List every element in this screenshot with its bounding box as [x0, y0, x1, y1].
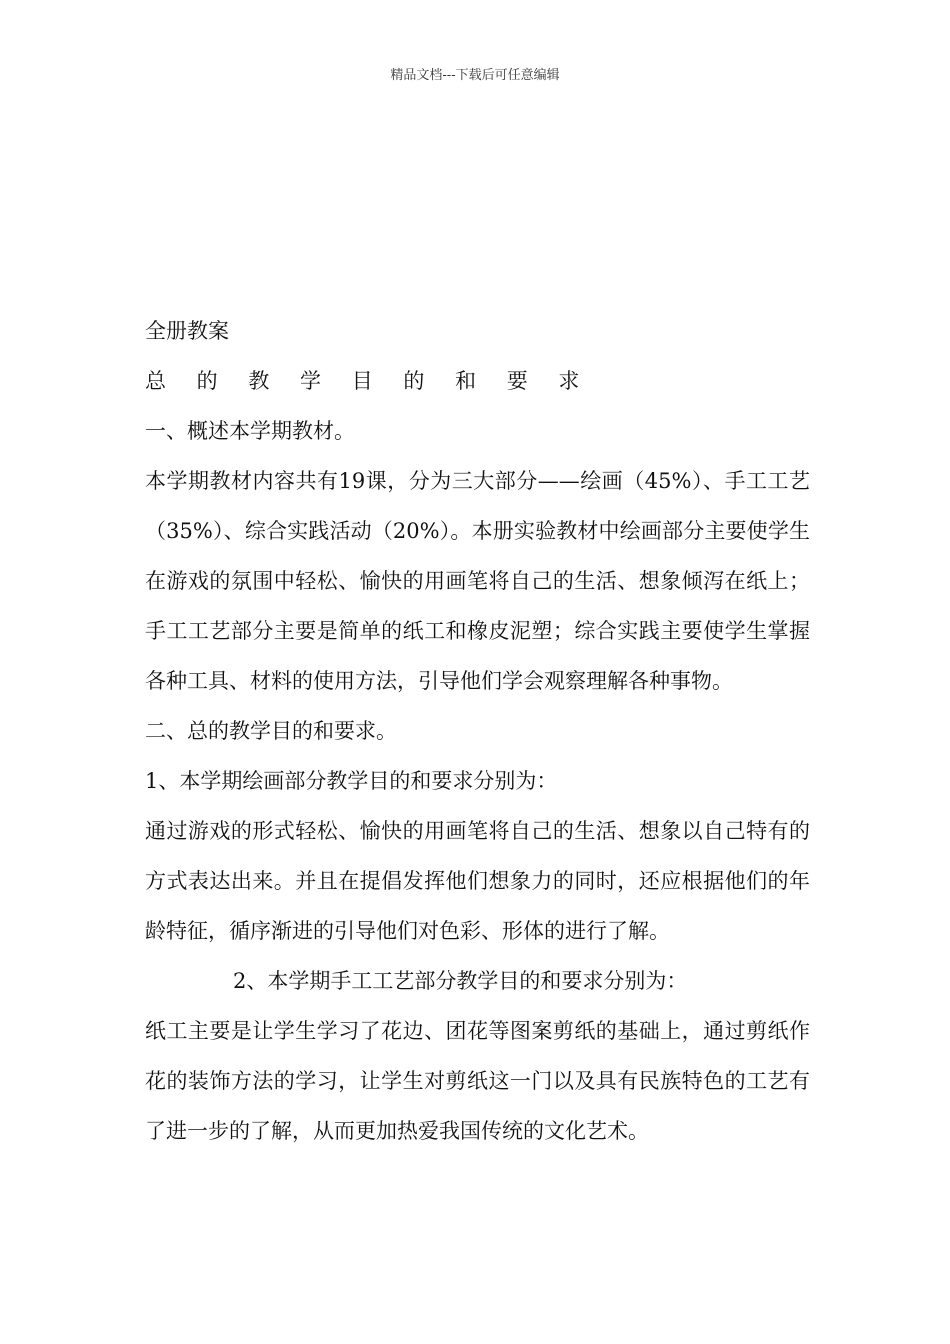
item-heading-handicraft: 2、本学期手工工艺部分教学目的和要求分别为：	[233, 969, 688, 993]
document-title: 全册教案	[145, 319, 229, 343]
item-heading-painting: 1、本学期绘画部分教学目的和要求分别为：	[145, 769, 558, 793]
section-body-overview: 本学期教材内容共有19课，分为三大部分——绘画（45%）、手工工艺（35%）、综合实践活动（20%）。本册实验教材中绘画部分主要使学生在游戏的氛围中轻松、愉快的用画笔将自己的生活、想象倾泻在纸上；手工工艺部分主要是简单的纸工和橡皮泥塑；综合实践主要使学生掌握各种工具、材料的使用方法，引导他们学会观察理解各种事物。	[145, 469, 810, 693]
document-body	[145, 306, 810, 1156]
item-body-handicraft: 纸工主要是让学生学习了花边、团花等图案剪纸的基础上，通过剪纸作花的装饰方法的学习，让学生对剪纸这一门以及具有民族特色的工艺有了进一步的了解，从而更加热爱我国传统的文化艺术。	[145, 1019, 810, 1143]
document-subtitle: 总 的 教 学 目 的 和 要 求	[145, 369, 592, 393]
page-header: 精品文档---下载后可任意编辑	[390, 68, 560, 83]
item-body-painting: 通过游戏的形式轻松、愉快的用画笔将自己的生活、想象以自己特有的方式表达出来。并且在提倡发挥他们想象力的同时，还应根据他们的年龄特征，循序渐进的引导他们对色彩、形体的进行了解。	[145, 819, 810, 943]
section-heading-goals: 二、总的教学目的和要求。	[145, 719, 397, 743]
section-heading-overview: 一、概述本学期教材。	[145, 419, 355, 443]
